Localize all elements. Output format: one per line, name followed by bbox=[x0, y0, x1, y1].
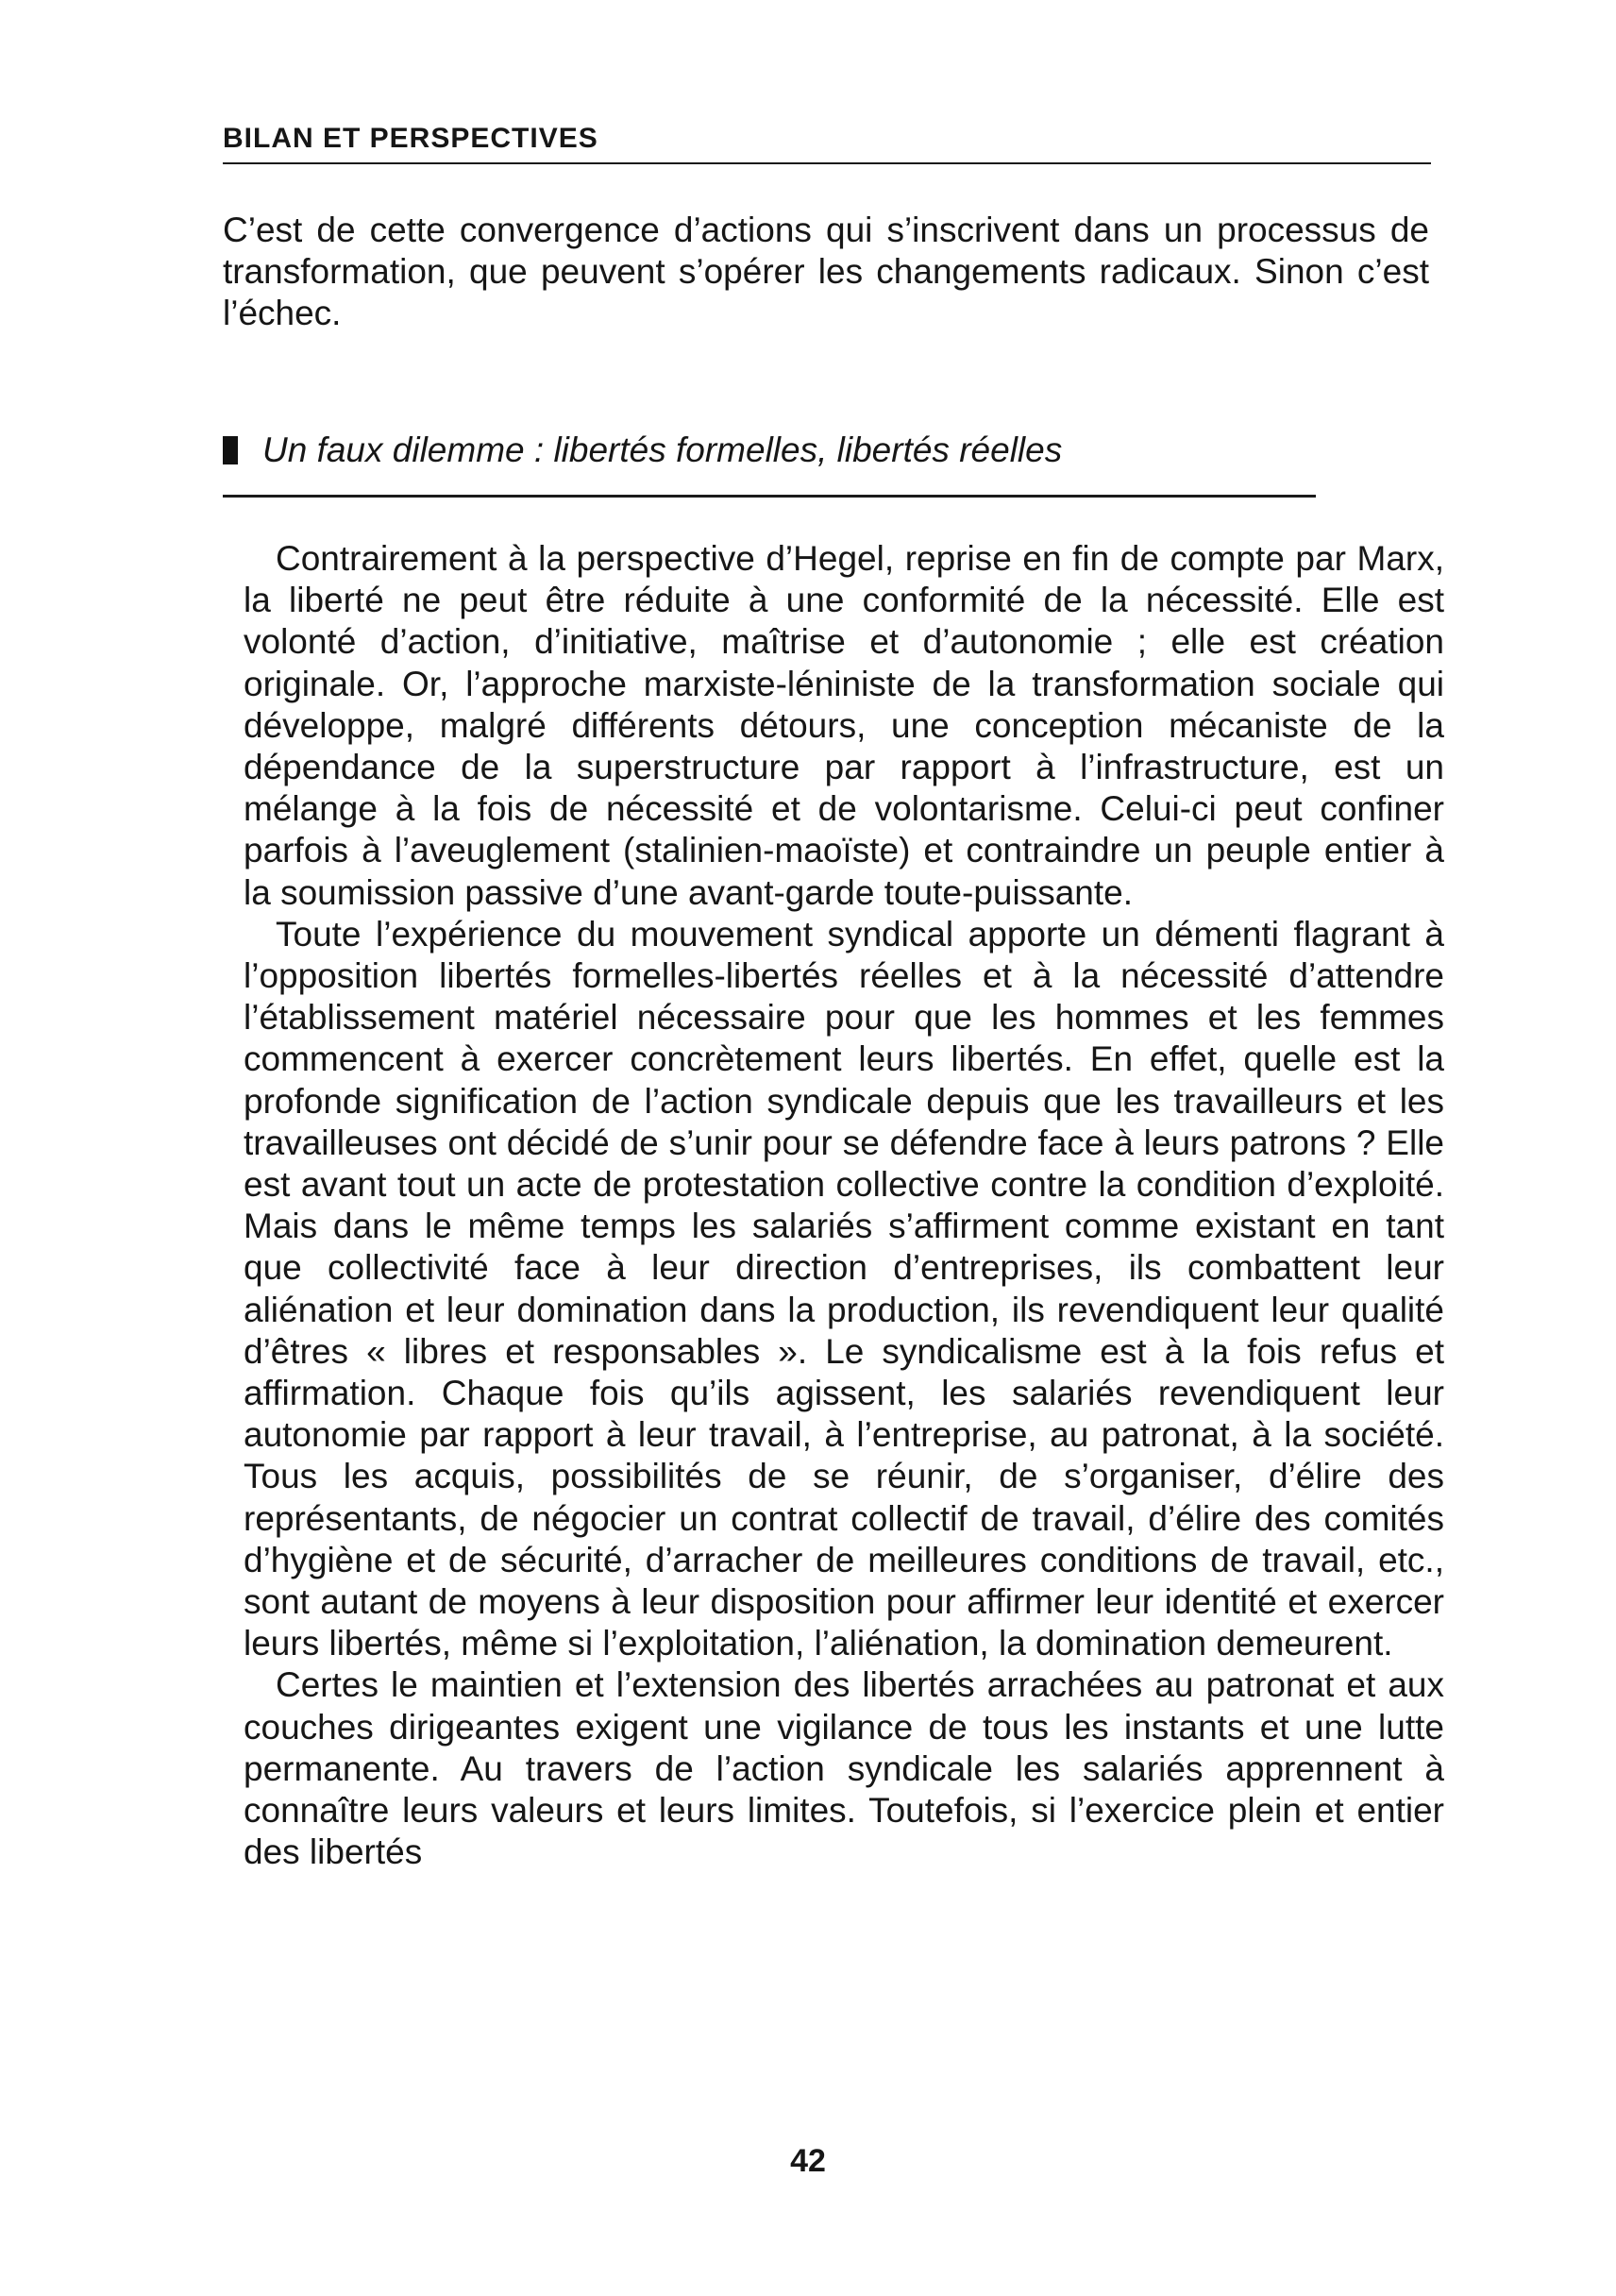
paragraph-1: Contrairement à la perspective d’Hegel, reprise en fin de compte par Marx, la liberté ne peut être réduite à une conformité de la nécessité. Elle est volonté d’action, d’initiative, maîtrise et d’autonomie ; elle est création originale. Or, l’approche marxiste-léniniste de la transformation sociale qui développe, malgré différents détours, une conception mécaniste de la dépendance de la superstructure par rapport à l’infrastructure, est un mélange à la fois de nécessité et de volontarisme. Celui-ci peut confiner parfois à l’aveuglement (stalinien-maoïste) et contraindre un peuple entier à la soumission passive d’une avant-garde toute-puissante. bbox=[244, 539, 1444, 912]
section-heading-text: Un faux dilemme : libertés formelles, libertés réelles bbox=[262, 430, 1063, 469]
paragraph-2: Toute l’expérience du mouvement syndical apporte un démenti flagrant à l’opposition libertés formelles-libertés réelles et à la nécessité d’attendre l’établissement matériel nécessaire pour que les hommes et les femmes commencent à exercer concrètement leurs libertés. En effet, quelle est la profonde signification de l’action syndicale depuis que les travailleurs et les travailleuses ont décidé de s’unir pour se défendre face à leurs patrons ? Elle est avant tout un acte de protestation collective contre la condition d’exploité. Mais dans le même temps les salariés s’affirment comme existant en tant que collectivité face à leur direction d’entreprises, ils combattent leur aliénation et leur domination dans la production, ils revendiquent leur qualité d’êtres « libres et responsables ». Le syndicalisme est à la fois refus et affirmation. Chaque fois qu’ils agissent, les salariés revendiquent leur autonomie par rapport à leur travail, à l’entreprise, au patronat, à la société. Tous les acquis, possibilités de se réunir, de s’organiser, d’élire des représentants, de négocier un contrat collectif de travail, d’élire des comités d’hygiène et de sécurité, d’arracher de meilleures conditions de travail, etc., sont autant de moyens à leur disposition pour affirmer leur identité et exercer leurs libertés, même si l’exploitation, l’aliénation, la domination demeurent. bbox=[244, 914, 1444, 1663]
intro-paragraph: C’est de cette convergence d’actions qui s’inscrivent dans un processus de transformation, que peuvent s’opérer les changements radicaux. Sinon c’est l’échec. bbox=[223, 211, 1429, 332]
page-number: 42 bbox=[790, 2143, 826, 2179]
header-rule bbox=[223, 162, 1431, 164]
running-head: BILAN ET PERSPECTIVES bbox=[223, 123, 598, 154]
section-heading bbox=[223, 430, 1062, 470]
square-bullet-icon bbox=[223, 436, 238, 464]
body-text bbox=[244, 538, 1444, 1874]
paragraph-3: Certes le maintien et l’extension des libertés arrachées au patronat et aux couches dirigeantes exigent une vigilance de tous les instants et une lutte permanente. Au travers de l’action syndicale les salariés apprennent à connaître leurs valeurs et leurs limites. Toutefois, si l’exercice plein et entier des libertés bbox=[244, 1665, 1444, 1872]
section-heading-rule bbox=[223, 495, 1316, 498]
